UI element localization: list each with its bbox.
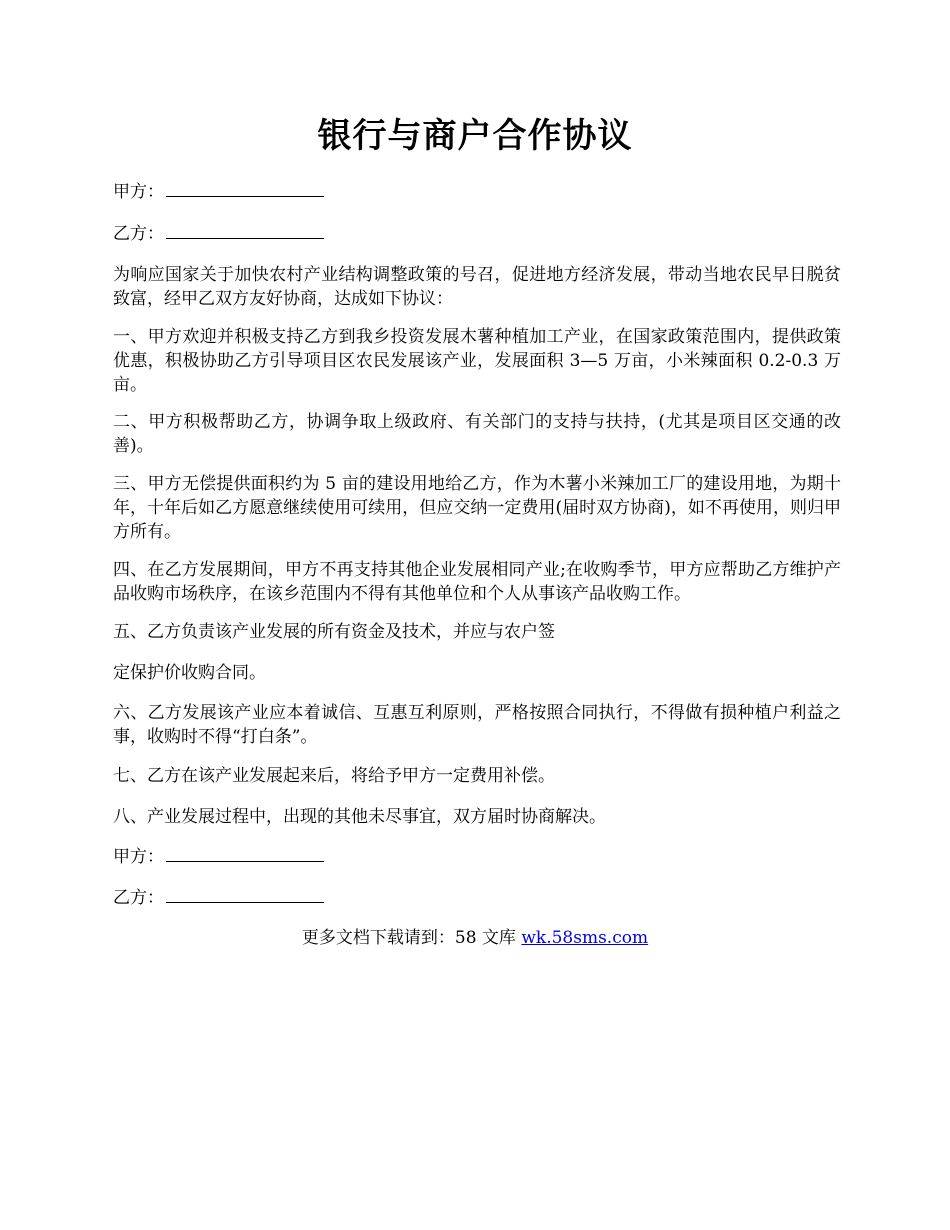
sign-party-a-label: 甲方： bbox=[113, 847, 164, 867]
party-b-blank bbox=[166, 224, 324, 239]
footer-link[interactable]: wk.58sms.com bbox=[521, 928, 649, 948]
sign-party-a-blank bbox=[166, 847, 324, 862]
clause-2: 二、甲方积极帮助乙方，协调争取上级政府、有关部门的支持与扶持，(尤其是项目区交通的改善)。 bbox=[113, 412, 841, 456]
document-title: 银行与商户合作协议 bbox=[317, 116, 633, 156]
clause-5: 五、乙方负责该产业发展的所有资金及技术，并应与农户签 bbox=[113, 622, 555, 642]
party-a-line bbox=[113, 180, 841, 204]
party-a-blank bbox=[166, 182, 324, 197]
clause-8: 八、产业发展过程中，出现的其他未尽事宜，双方届时协商解决。 bbox=[113, 807, 606, 827]
sign-party-b-line bbox=[113, 886, 841, 910]
clause-3: 三、甲方无偿提供面积约为 5 亩的建设用地给乙方，作为木薯小米辣加工厂的建设用地，为期十年，十年后如乙方愿意继续使用可续用，但应交纳一定费用(届时双方协商)，如不再使用，则归甲方所有。 bbox=[113, 474, 841, 542]
party-b-line bbox=[113, 222, 841, 246]
clause-5-continued: 定保护价收购合同。 bbox=[113, 663, 266, 683]
footer-text: 更多文档下载请到：58 文库 bbox=[301, 928, 522, 948]
sign-party-b-label: 乙方： bbox=[113, 888, 164, 908]
clause-6: 六、乙方发展该产业应本着诚信、互惠互利原则，严格按照合同执行，不得做有损种植户利益之事，收购时不得“打白条”。 bbox=[113, 703, 841, 747]
sign-party-b-blank bbox=[166, 888, 324, 903]
sign-party-a-line bbox=[113, 845, 841, 869]
clause-1: 一、甲方欢迎并积极支持乙方到我乡投资发展木薯种植加工产业，在国家政策范围内，提供政策优惠，积极协助乙方引导项目区农民发展该产业，发展面积 3—5 万亩，小米辣面积 0.2-0.3 万亩。 bbox=[113, 327, 841, 395]
party-a-label: 甲方： bbox=[113, 182, 164, 202]
clause-4: 四、在乙方发展期间，甲方不再支持其他企业发展相同产业;在收购季节，甲方应帮助乙方维护产品收购市场秩序，在该乡范围内不得有其他单位和个人从事该产品收购工作。 bbox=[113, 560, 841, 604]
clause-7: 七、乙方在该产业发展起来后，将给予甲方一定费用补偿。 bbox=[113, 766, 555, 786]
footer bbox=[0, 926, 950, 950]
intro-paragraph: 为响应国家关于加快农村产业结构调整政策的号召，促进地方经济发展，带动当地农民早日脱贫致富，经甲乙双方友好协商，达成如下协议： bbox=[113, 265, 841, 309]
party-b-label: 乙方： bbox=[113, 224, 164, 244]
